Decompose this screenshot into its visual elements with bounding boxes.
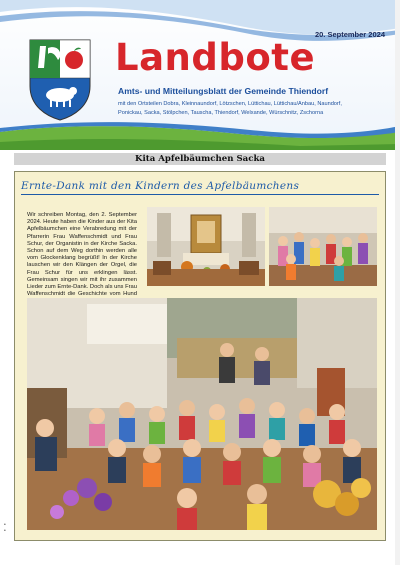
article-paragraph: Wir schreiben Montag, den 2. September 2024. Heute haben die Kinder aus der Kita Apfelbäumchen eine Verabredung mit der Pfarrerin Frau Waffenschmidt und Frau Schur, der Organistin in der Kirche Sacka. Schon auf dem Weg dorthin werden alle vom Glockenklang begrüßt! In der Kirche lauschen wir den Klängen der Orgel, die Frau Schur für uns erklingen lässt. Gemeinsam singen wir mit ihr zusammen Lieder zum Ernte-Dank. Doch als uns Frau Waffenschmidt die Geschichte vom Hund <box>27 212 137 298</box>
article-heading: Ernte-Dank mit den Kindern des Apfelbäumchens <box>21 180 300 192</box>
page-mark: • <box>4 528 6 534</box>
coat-of-arms-icon <box>28 38 92 122</box>
town-list-line-1: mit den Ortsteilen Dobra, Kleinnaundorf, Lötzschen, Lüttichau, Lüttichau/Anbau, Naundorf, <box>118 101 342 107</box>
town-list-line-2: Ponickau, Sacka, Stölpchen, Tauscha, Thiendorf, Welxande, Würschnitz, Zschorna <box>118 110 324 117</box>
church-altar-photo <box>147 207 265 286</box>
header <box>0 0 400 150</box>
section-bar <box>14 153 386 165</box>
issue-date: 20. September 2024 <box>314 30 385 39</box>
page-mark: • <box>4 522 6 528</box>
newspaper-title: Landbote <box>115 36 316 79</box>
article-box <box>14 171 386 541</box>
children-dancing-photo <box>269 207 377 286</box>
children-sitting-photo <box>27 298 377 530</box>
page-edge <box>395 0 400 565</box>
heading-divider <box>21 194 379 195</box>
section-title: Kita Apfelbäumchen Sacka <box>134 154 265 164</box>
newspaper-subtitle: Amts- und Mitteilungsblatt der Gemeinde Thiendorf <box>118 86 329 96</box>
page-marks <box>4 522 6 534</box>
town-list <box>118 100 388 118</box>
